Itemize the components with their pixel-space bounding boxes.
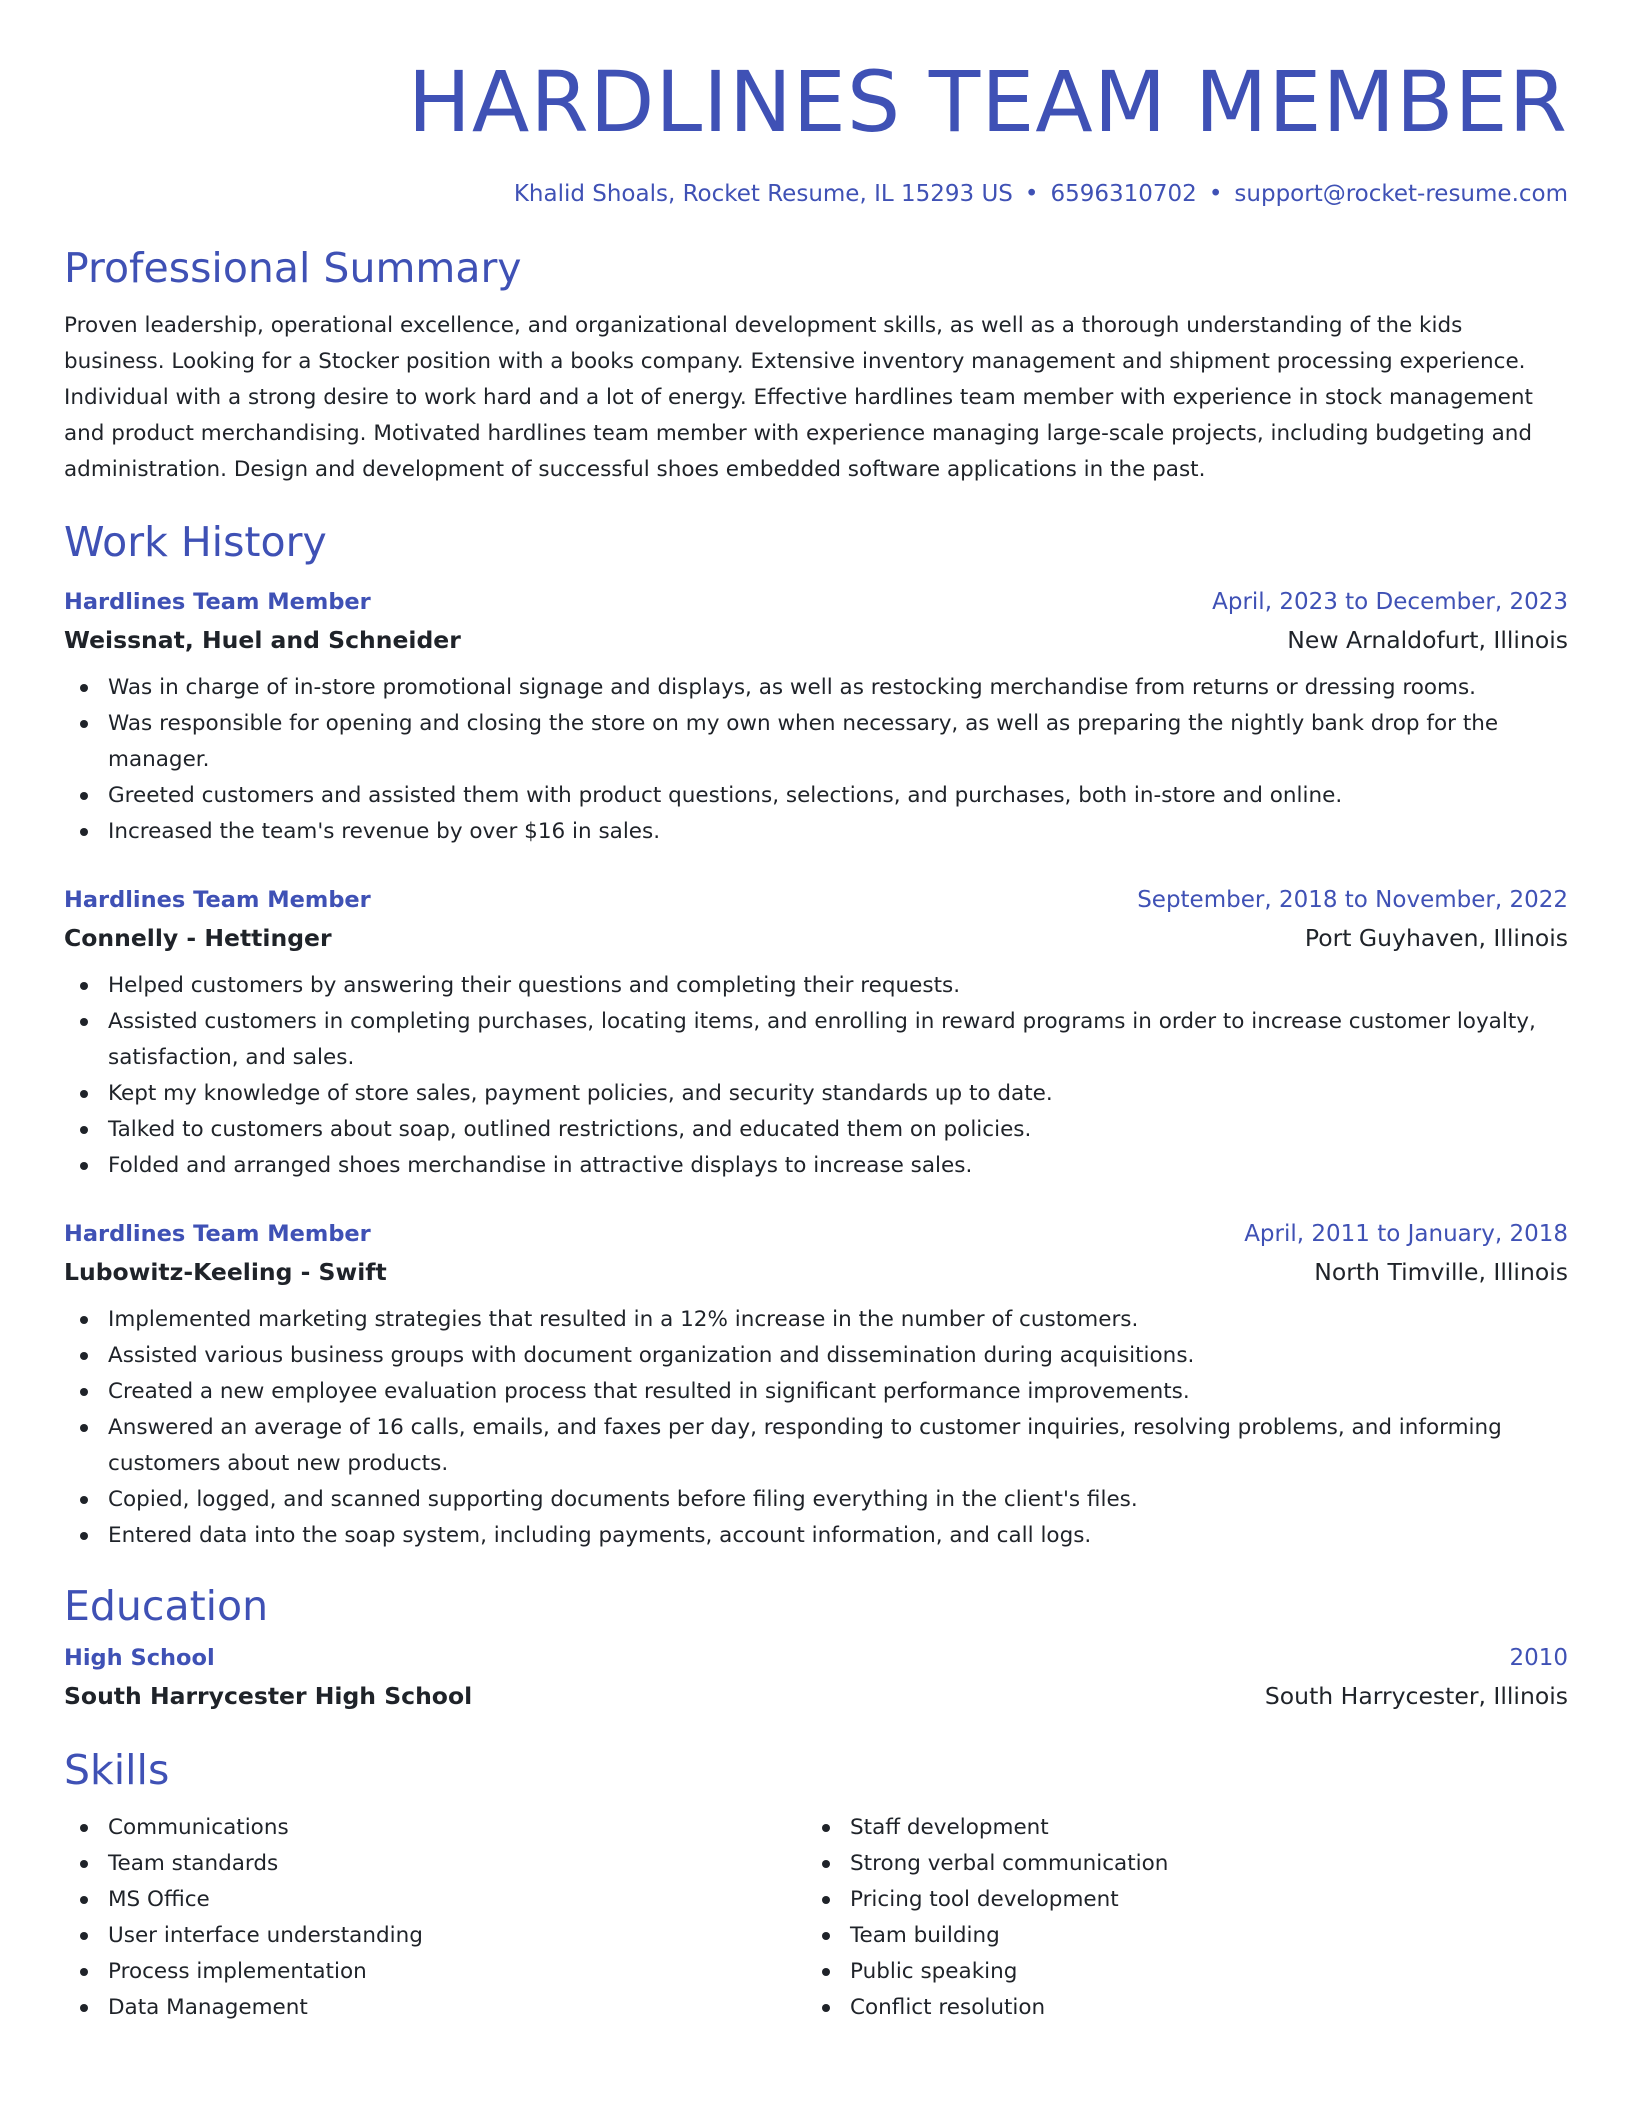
- job-entry: [64, 882, 1568, 1184]
- contact-separator: •: [1208, 181, 1223, 207]
- skills-column-right: [806, 1810, 1548, 2026]
- work-history-heading: Work History: [64, 518, 327, 566]
- job-company: Weissnat, Huel and Schneider: [64, 626, 461, 654]
- contact-email[interactable]: support@rocket-resume.com: [1234, 181, 1568, 207]
- job-company: Lubowitz-Keeling - Swift: [64, 1258, 387, 1286]
- summary-heading: Professional Summary: [64, 244, 522, 292]
- job-dates: April, 2023 to December, 2023: [1212, 589, 1568, 615]
- bullet-item: Assisted various business groups with document organization and dissemination during acquisitions.: [108, 1338, 1568, 1374]
- skill-item: User interface understanding: [108, 1918, 806, 1954]
- job-bullets: [64, 968, 1568, 1184]
- job-title: Hardlines Team Member: [64, 1221, 371, 1247]
- skill-item: Public speaking: [850, 1954, 1548, 1990]
- job-location: North Timville, Illinois: [1314, 1258, 1568, 1286]
- bullet-item: Kept my knowledge of store sales, payment policies, and security standards up to date.: [108, 1076, 1568, 1112]
- job-entry: [64, 1216, 1568, 1554]
- job-entry: [64, 584, 1568, 850]
- contact-address: Khalid Shoals, Rocket Resume, IL 15293 US: [513, 181, 1013, 207]
- bullet-item: Answered an average of 16 calls, emails, and faxes per day, responding to customer inquiries, resolving problems, and informing customers about new products.: [108, 1410, 1568, 1482]
- bullet-item: Created a new employee evaluation process that resulted in significant performance improvements.: [108, 1374, 1568, 1410]
- job-location: Port Guyhaven, Illinois: [1304, 924, 1568, 952]
- bullet-item: Entered data into the soap system, including payments, account information, and call logs.: [108, 1518, 1568, 1554]
- job-location: New Arnaldofurt, Illinois: [1287, 626, 1568, 654]
- skill-item: Conflict resolution: [850, 1990, 1548, 2026]
- bullet-item: Helped customers by answering their questions and completing their requests.: [108, 968, 1568, 1004]
- education-location: South Harrycester, Illinois: [1264, 1682, 1568, 1710]
- contact-separator: •: [1024, 181, 1039, 207]
- skill-item: Strong verbal communication: [850, 1846, 1548, 1882]
- bullet-item: Folded and arranged shoes merchandise in attractive displays to increase sales.: [108, 1148, 1568, 1184]
- resume-title: HARDLINES TEAM MEMBER: [407, 53, 1568, 151]
- skill-item: Team building: [850, 1918, 1548, 1954]
- education-year: 2010: [1509, 1645, 1568, 1671]
- skills-heading: Skills: [64, 1746, 170, 1794]
- job-title: Hardlines Team Member: [64, 589, 371, 615]
- skills-column-left: [64, 1810, 806, 2026]
- education-degree: High School: [64, 1645, 215, 1671]
- skill-item: Data Management: [108, 1990, 806, 2026]
- bullet-item: Implemented marketing strategies that resulted in a 12% increase in the number of customers.: [108, 1302, 1568, 1338]
- bullet-item: Increased the team's revenue by over $16 in sales.: [108, 814, 1568, 850]
- skill-item: Staff development: [850, 1810, 1548, 1846]
- bullet-item: Assisted customers in completing purchases, locating items, and enrolling in reward programs in order to increase customer loyalty, satisfaction, and sales.: [108, 1004, 1568, 1076]
- skill-item: Team standards: [108, 1846, 806, 1882]
- bullet-item: Copied, logged, and scanned supporting documents before filing everything in the client's files.: [108, 1482, 1568, 1518]
- job-title: Hardlines Team Member: [64, 887, 371, 913]
- contact-phone: 6596310702: [1050, 181, 1197, 207]
- skill-item: Communications: [108, 1810, 806, 1846]
- education-heading: Education: [64, 1582, 269, 1630]
- job-bullets: [64, 670, 1568, 850]
- bullet-item: Was responsible for opening and closing the store on my own when necessary, as well as preparing the nightly bank drop for the manager.: [108, 706, 1568, 778]
- bullet-item: Greeted customers and assisted them with product questions, selections, and purchases, both in-store and online.: [108, 778, 1568, 814]
- skill-item: Process implementation: [108, 1954, 806, 1990]
- job-dates: April, 2011 to January, 2018: [1244, 1221, 1568, 1247]
- summary-text: Proven leadership, operational excellence, and organizational development skills, as well as a thorough understanding of the kids business. Looking for a Stocker position with a books company. Extensive inventory management and shipment processing experience. Individual with a strong desire to work hard and a lot of energy. Effective hardlines team member with experience in stock management and product merchandising. Motivated hardlines team member with experience managing large-scale projects, including budgeting and administration. Design and development of successful shoes embedded software applications in the past.: [64, 313, 1533, 482]
- bullet-item: Was in charge of in-store promotional signage and displays, as well as restocking merchandise from returns or dressing rooms.: [108, 670, 1568, 706]
- job-bullets: [64, 1302, 1568, 1554]
- skill-item: MS Office: [108, 1882, 806, 1918]
- skills-grid: [64, 1810, 1568, 2026]
- education-school: South Harrycester High School: [64, 1682, 473, 1710]
- bullet-item: Talked to customers about soap, outlined restrictions, and educated them on policies.: [108, 1112, 1568, 1148]
- contact-line: [64, 178, 1568, 210]
- resume-page: [64, 0, 1568, 2026]
- job-dates: September, 2018 to November, 2022: [1137, 887, 1568, 913]
- job-company: Connelly - Hettinger: [64, 924, 332, 952]
- skill-item: Pricing tool development: [850, 1882, 1548, 1918]
